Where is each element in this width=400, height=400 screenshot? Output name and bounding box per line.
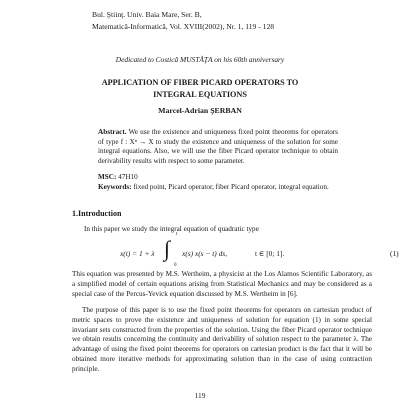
keywords-label: Keywords: — [98, 182, 132, 191]
paper-title — [0, 77, 400, 101]
msc-label: MSC: — [98, 173, 117, 181]
paragraph-1: This equation was presented by M.S. Wertheim, a physicist at the Los Alamos Scientific Laboratory, as a simplified model of certain equations arising from Statistical Mechanics and may be considered as a special case of the Percus-Yevick equation discussed by M.S. Wertheim in [6]. — [72, 270, 372, 298]
equation-1 — [72, 232, 399, 268]
equation-integrand: x(s) x(s − t) ds, — [182, 249, 228, 258]
abstract-text: We use the existence and uniqueness fixed point theorems for operators of type f : Xⁿ → X to study the existence and uniqueness of the solution for some integral equations. Also, we will use the fiber Picard operator technique to obtain derivability results with respect to some parameter. — [98, 128, 338, 165]
paragraph-2: The purpose of this paper is to use the fixed point theorems for operators on cartesian product of metric spaces to prove the existence and uniqueness of solution for equation (1) in some special invariant sets constructed from the properties of the solution. Using the fiber Picard operator technique we obtain results concerning the continuity and derivability of solution respect to the parameter λ. The advantage of using the fixed point theorems for operators on cartesian product is the fact that it will be obtained more iterative methods for approximating solution than in the case of using contraction principle. — [72, 306, 372, 373]
integral-lower-limit: 0 — [174, 263, 177, 268]
equation-number: (1) — [390, 249, 399, 258]
abstract-label: Abstract. — [98, 128, 127, 136]
keywords-value: fixed point, Picard operator, fiber Picard operator, integral equation. — [133, 182, 329, 191]
keywords-line — [98, 183, 338, 193]
intro-sentence: In this paper we study the integral equation of quadratic type — [84, 225, 259, 233]
abstract — [98, 128, 338, 166]
msc-keywords-block — [98, 173, 338, 192]
section-heading: 1.Introduction — [72, 209, 122, 218]
equation-left: x(t) = 1 + λ — [120, 249, 155, 258]
journal-header-line1: Bul. Ştiinţ. Univ. Baia Mare, Ser. B, — [92, 10, 202, 19]
page-number: 119 — [194, 391, 206, 400]
journal-header-line2: Matematică-Informatică, Vol. XVIII(2002), Nr. 1, 119 - 128 — [92, 22, 275, 31]
dedication: Dedicated to Costică MUSTĂŢA on his 60th anniversary — [115, 55, 285, 64]
integral-sign: ∫ — [164, 236, 171, 261]
paper-title-line1: APPLICATION OF FIBER PICARD OPERATORS TO — [101, 78, 299, 87]
journal-header — [92, 9, 274, 33]
author-name: Marcel-Adrian ŞERBAN — [158, 106, 242, 115]
equation-condition: t ∈ [0; 1]. — [255, 249, 285, 258]
msc-line — [98, 173, 338, 183]
paper-title-line2: INTEGRAL EQUATIONS — [153, 90, 247, 99]
integral-upper-limit: t — [176, 232, 178, 237]
msc-value: 47H10 — [118, 173, 138, 181]
